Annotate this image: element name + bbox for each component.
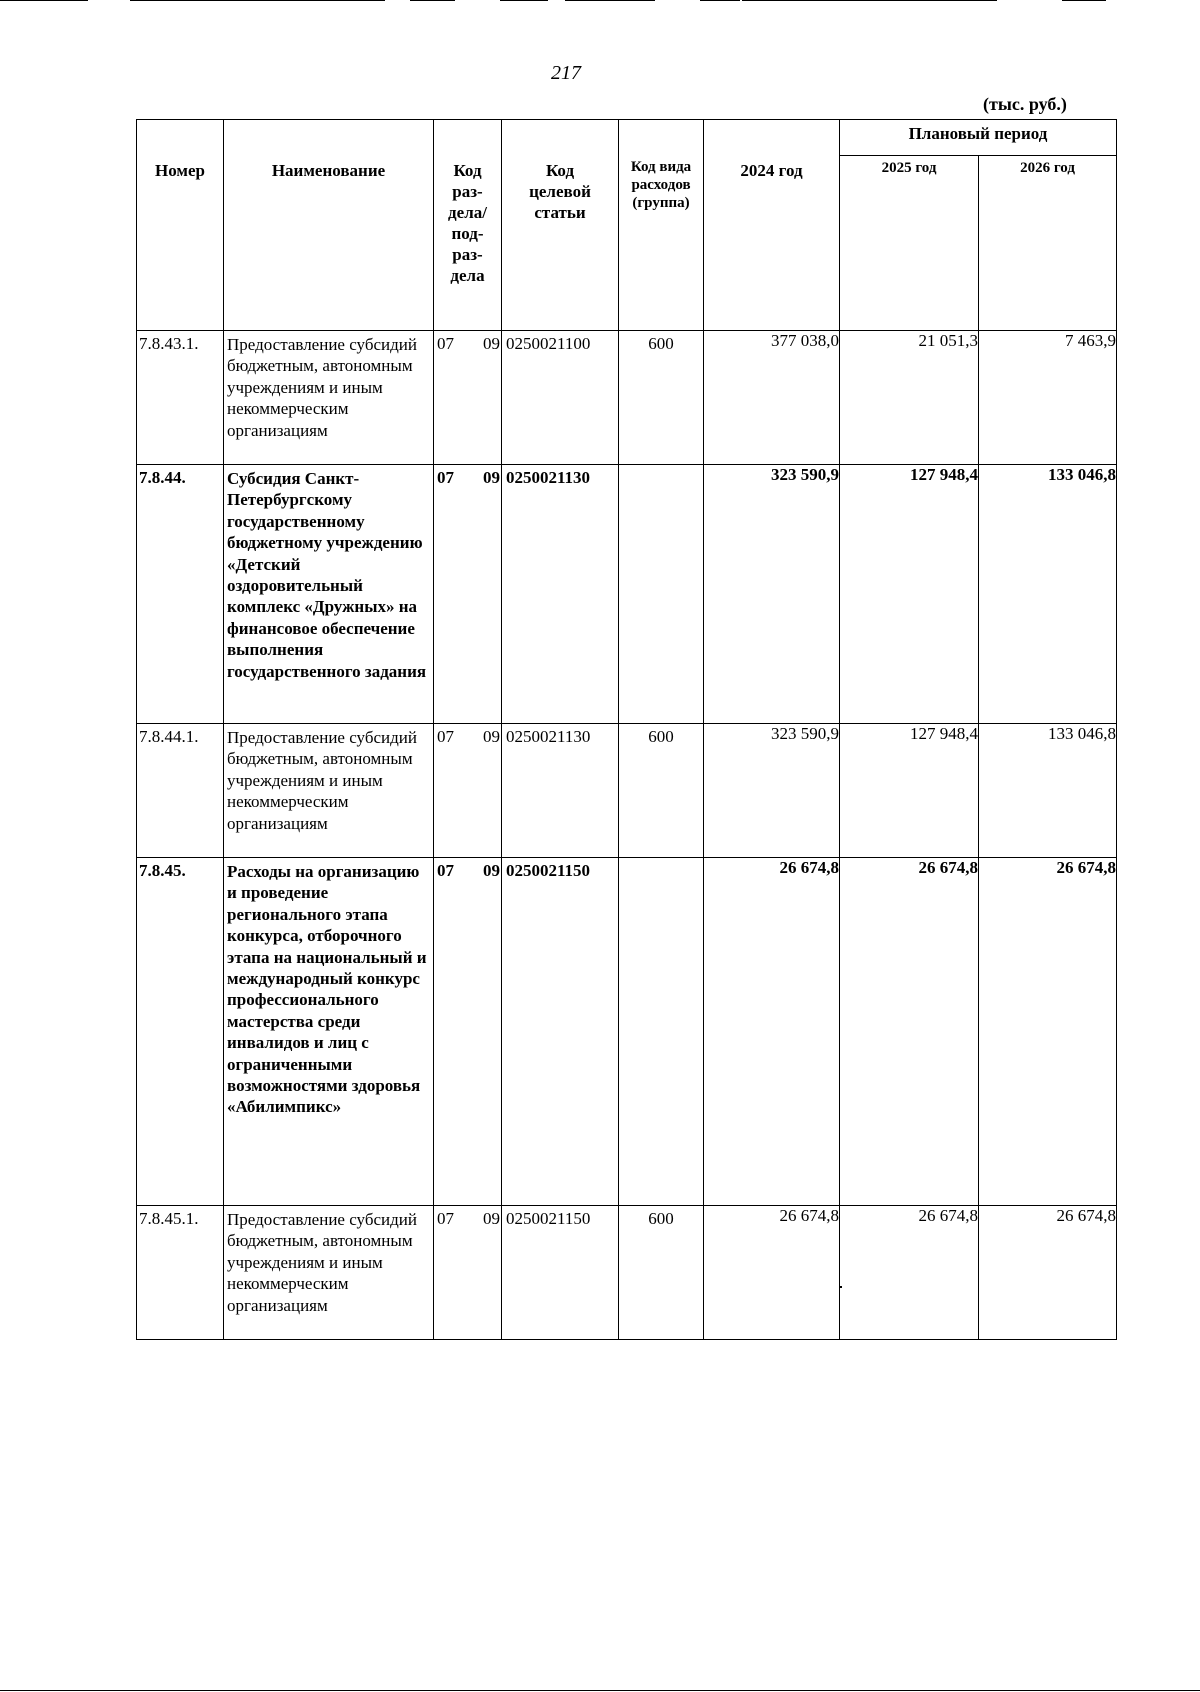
podrazdel-code: 09 xyxy=(483,468,500,487)
row-razdel xyxy=(434,1206,502,1340)
razdel-code: 07 xyxy=(437,468,454,487)
row-name: Предоставление субсидий бюджетным, автономным учреждениям и иным некоммерческим организациям xyxy=(224,1206,434,1340)
row-number: 7.8.43.1. xyxy=(137,331,224,465)
razdel-code: 07 xyxy=(437,334,454,353)
table-row xyxy=(137,1206,1117,1340)
header-razdel: Код раз-дела/ под-раз-дела xyxy=(434,120,502,331)
podrazdel-code: 09 xyxy=(483,727,500,746)
row-celevaya: 0250021130 xyxy=(502,724,619,858)
units-label: (тыс. руб.) xyxy=(983,94,1067,114)
row-2026: 26 674,8 xyxy=(979,1206,1117,1340)
row-vid: 600 xyxy=(619,1206,704,1340)
row-2024: 26 674,8 xyxy=(704,1206,840,1340)
row-celevaya: 0250021100 xyxy=(502,331,619,465)
row-celevaya: 0250021150 xyxy=(502,1206,619,1340)
row-2025: 26 674,8 xyxy=(840,1206,979,1340)
row-razdel xyxy=(434,331,502,465)
podrazdel-code: 09 xyxy=(483,861,500,880)
row-name: Предоставление субсидий бюджетным, автономным учреждениям и иным некоммерческим организациям xyxy=(224,724,434,858)
budget-table xyxy=(136,119,1117,1340)
razdel-code: 07 xyxy=(437,861,454,880)
podrazdel-code: 09 xyxy=(483,1209,500,1228)
header-2025: 2025 год xyxy=(840,156,979,331)
row-2026: 26 674,8 xyxy=(979,858,1117,1206)
row-razdel xyxy=(434,724,502,858)
razdel-code: 07 xyxy=(437,727,454,746)
row-2025: 21 051,3 xyxy=(840,331,979,465)
row-name: Расходы на организацию и проведение регионального этапа конкурса, отборочного этапа на национальный и международный конкурс профессионального мастерства среди инвалидов и лиц с ограниченными возможностями здоровья «Абилимпикс» xyxy=(224,858,434,1206)
row-celevaya: 0250021150 xyxy=(502,858,619,1206)
table-row xyxy=(137,858,1117,1206)
header-plan-period: Плановый период xyxy=(840,120,1117,156)
row-2025: 127 948,4 xyxy=(840,465,979,724)
header-2026: 2026 год xyxy=(979,156,1117,331)
row-2026: 133 046,8 xyxy=(979,465,1117,724)
table-row xyxy=(137,331,1117,465)
row-razdel xyxy=(434,858,502,1206)
row-number: 7.8.45.1. xyxy=(137,1206,224,1340)
row-2025: 26 674,8 xyxy=(840,858,979,1206)
row-vid xyxy=(619,465,704,724)
scan-speck xyxy=(839,1286,842,1288)
podrazdel-code: 09 xyxy=(483,334,500,353)
row-celevaya: 0250021130 xyxy=(502,465,619,724)
row-razdel xyxy=(434,465,502,724)
table-row xyxy=(137,465,1117,724)
header-2024: 2024 год xyxy=(704,120,840,331)
row-number: 7.8.45. xyxy=(137,858,224,1206)
row-2026: 133 046,8 xyxy=(979,724,1117,858)
row-number: 7.8.44.1. xyxy=(137,724,224,858)
scan-border-top xyxy=(0,0,1200,2)
row-vid: 600 xyxy=(619,724,704,858)
row-2025: 127 948,4 xyxy=(840,724,979,858)
row-2024: 377 038,0 xyxy=(704,331,840,465)
header-number: Номер xyxy=(137,120,224,331)
header-name: Наименование xyxy=(224,120,434,331)
page-number: 217 xyxy=(551,62,581,84)
row-2024: 323 590,9 xyxy=(704,465,840,724)
header-vid: Код вида расходов (группа) xyxy=(619,120,704,331)
row-name: Предоставление субсидий бюджетным, автономным учреждениям и иным некоммерческим организациям xyxy=(224,331,434,465)
budget-table-container xyxy=(136,119,1116,1340)
table-row xyxy=(137,724,1117,858)
row-vid xyxy=(619,858,704,1206)
row-number: 7.8.44. xyxy=(137,465,224,724)
scan-border-bottom xyxy=(0,1690,1200,1691)
row-vid: 600 xyxy=(619,331,704,465)
header-celevaya: Код целевой статьи xyxy=(502,120,619,331)
razdel-code: 07 xyxy=(437,1209,454,1228)
row-name: Субсидия Санкт-Петербургскому государственному бюджетному учреждению «Детский оздоровительный комплекс «Дружных» на финансовое обеспечение выполнения государственного задания xyxy=(224,465,434,724)
row-2024: 26 674,8 xyxy=(704,858,840,1206)
row-2024: 323 590,9 xyxy=(704,724,840,858)
row-2026: 7 463,9 xyxy=(979,331,1117,465)
